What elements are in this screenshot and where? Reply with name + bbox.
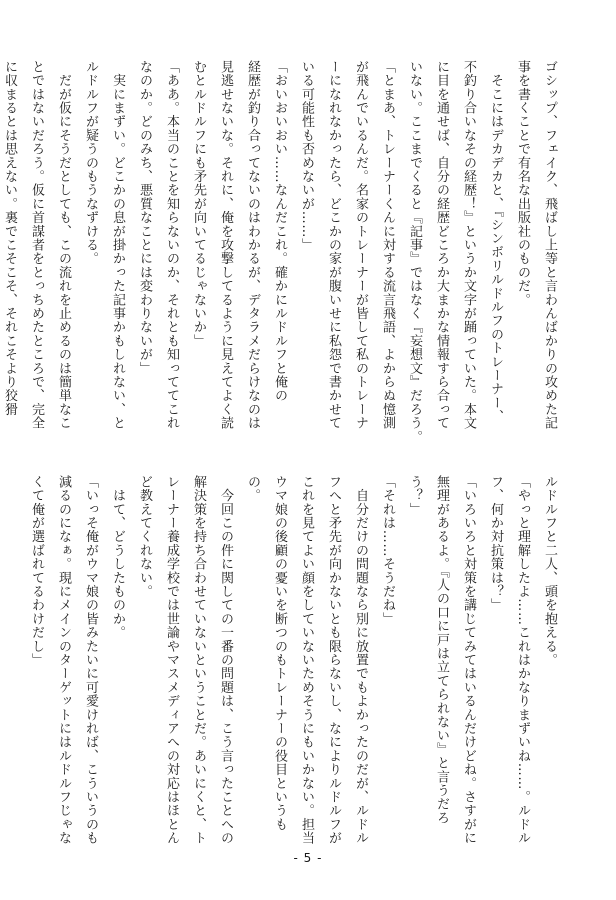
text-column: 経歴が釣り合ってないのはわかるが、デタラメだらけなのは — [245, 60, 260, 430]
text-column: ウマ娘の後顧の憂いを断つのもトレーナーの役目というも — [272, 475, 287, 832]
text-column: 「それは……そうだね」 — [380, 475, 395, 626]
text-column: ルドルフと二人、頭を抱える。 — [542, 475, 557, 667]
text-column: 今回この件に関しての一番の問題は、こう言ったことへの — [218, 475, 233, 845]
text-column: これを見てよい顔をしていないためそうにもいかない。担当 — [299, 475, 314, 845]
text-column: ゴシップ、フェイク、飛ばし上等と言わんばかりの攻めた記 — [542, 60, 557, 430]
text-column: ーになれなかったら、どこかの家が腹いせに私怨で書かせて — [326, 60, 341, 430]
text-column: 自分だけの問題なら別に放置でもよかったのだが、ルドル — [353, 475, 368, 845]
upper-text-block — [0, 60, 563, 444]
text-column: なのか。どのみち、悪質なことには変わりないが」 — [137, 60, 152, 376]
text-column: 「いろいろと対策を講じてみてはいるんだけどね。さすがに — [461, 475, 476, 845]
text-column: 減るのになぁ。現にメインのターゲットにはルドルフじゃな — [56, 475, 71, 845]
text-column: の。 — [245, 475, 260, 503]
text-column: いる可能性も否めないが……」 — [299, 60, 314, 252]
text-column: 「いっそ俺がウマ娘の皆みたいに可愛ければ、こういうのも — [83, 475, 98, 845]
text-column: ルドルフが疑うのもうなずける。 — [83, 60, 98, 266]
text-column: 見逃せないな。それに、俺を攻撃してるように見えてよく読 — [218, 60, 233, 430]
text-column: そこにはデカデカと、『シンボリルドルフのトレーナー、 — [488, 60, 503, 424]
text-column: 解決策を持ち合わせていないということだ。あいにくと、ト — [191, 475, 206, 845]
text-column: ど教えてくれない。 — [137, 475, 152, 599]
text-column: 「やっと理解したよ……これはかなりまずいね……。ルドル — [515, 475, 530, 845]
text-column: いない。ここまでくると『記事』ではなく『妄想文』だろう。 — [407, 60, 422, 444]
text-column: とではないだろう。仮に首謀者をとっちめたところで、完全 — [29, 60, 44, 430]
page-number: - 5 - — [293, 851, 323, 865]
text-column: に収まるとは思えない。裏でこそこそ、それこそより狡猾 — [2, 60, 17, 417]
lower-text-block — [23, 475, 563, 857]
text-column: フへと矛先が向かないとも限らないし、なによりルドルフが — [326, 475, 341, 845]
text-column: 「おいおいおい……なんだこれ。確かにルドルフと俺の — [272, 60, 287, 403]
text-column: 実にまずい。どこかの息が掛かった記事かもしれない、と — [110, 60, 125, 430]
text-column: むとルドルフにも矛先が向いてるじゃないか」 — [191, 60, 206, 348]
text-column: だが仮にそうだとしても、この流れを止めるのは簡単なこ — [56, 60, 71, 430]
text-column: はて、どうしたものか。 — [110, 475, 125, 640]
text-column: が飛んでいるんだ。名家のトレーナーが皆して私のトレーナ — [353, 60, 368, 430]
text-column: 「ああ。本当のことを知らないのか、それとも知っててこれ — [164, 60, 179, 430]
text-column: 無理があるよ。『人の口に戸は立てられない』と言うだろ — [434, 475, 449, 825]
text-column: レーナー養成学校では世論やマスメディアへの対応はほとん — [164, 475, 179, 845]
text-column: 「とまあ、トレーナーくんに対する流言飛語、よからぬ憶測 — [380, 60, 395, 430]
text-column: 不釣り合いなその経歴！』というか文字が踊っていた。本文 — [461, 60, 476, 430]
text-column: フ、何か対抗策は？」 — [488, 475, 503, 612]
text-column: う？」 — [407, 475, 422, 517]
text-column: くて俺が選ばれてるわけだし」 — [29, 475, 44, 667]
text-column: 事を書くことで有名な出版社のものだ。 — [515, 60, 530, 307]
text-column: に目を通せば、自分の経歴どころか大まかな情報すら合って — [434, 60, 449, 430]
